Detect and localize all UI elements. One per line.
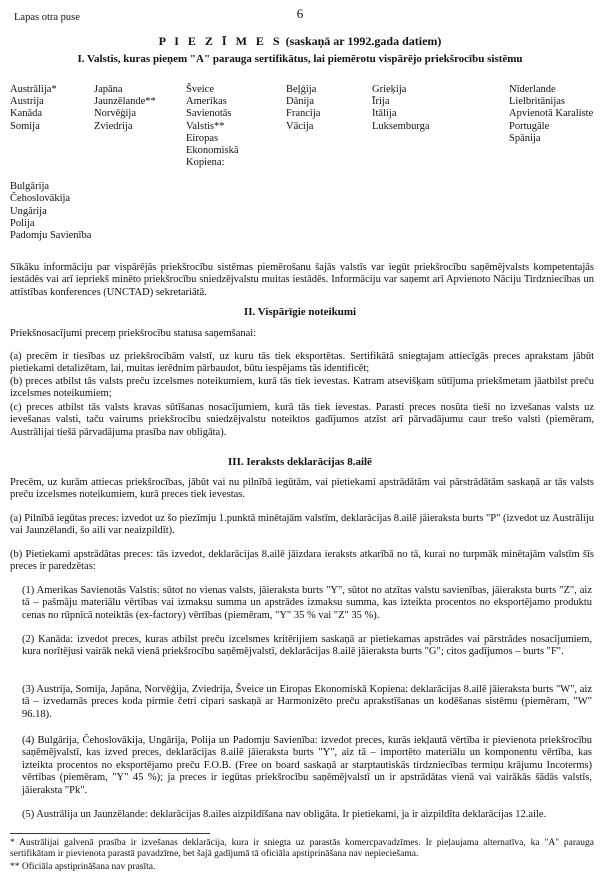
section2-item-b: (b) preces atbilst tās valsts preču izcelsmes noteikumiem, kurā tās tiek ievestas. Katram atsevišķam sūtījuma priekšmetam jāatbilst preču izcelsmes noteikumiem; — [10, 376, 594, 400]
title-main: P I E Z Ī M E S — [158, 34, 283, 48]
country-column-5 — [372, 84, 430, 133]
country: Francija — [286, 108, 321, 120]
country-column-6 — [509, 84, 593, 145]
country: Nīderlande — [509, 84, 556, 95]
footnote-divider — [10, 833, 210, 834]
country: Īrija — [372, 96, 390, 108]
country: Grieķija — [372, 84, 407, 95]
page-number: 6 — [296, 6, 304, 21]
country: Ekonomiskā — [186, 145, 239, 157]
country: Bulgārija — [10, 181, 50, 192]
country: Portugāle — [509, 120, 550, 132]
country: Japāna — [94, 84, 123, 95]
country: Somija — [10, 120, 40, 132]
section2-heading: II. Vispārīgie noteikumi — [243, 306, 357, 318]
overside-label: Lapas otra puse — [14, 12, 80, 23]
country: Eiropas — [186, 132, 219, 144]
rule-usa: (1) Amerikas Savienotās Valstis: sūtot no vienas valsts, jāieraksta burts "Y", sūtot no atzītas valstu savienības, jāieraksta burts "Z", aiz tā – pašmāju materiālu vērtības vai izmaksu summa un apstrādes izmaksu summa, kas izteikta procentos no eksportējamo produktu cenas no rūpnīcā noteiktās (ex-factory) vērtības (piemēram, "Y" 35 % vai "Z" 35 %). — [22, 585, 592, 621]
country: Jaunzēlande** — [94, 96, 156, 108]
footnote-2: ** Oficiāla apstiprināšana nav prasīta. — [10, 862, 156, 872]
country: Beļģija — [286, 84, 317, 95]
country: Valstis** — [186, 120, 225, 132]
section2-intro: Priekšnosacījumi preceṃ priekšrocību statusa saņemšanai: — [10, 328, 257, 339]
country: Amerikas — [186, 96, 227, 108]
country-column-2 — [94, 84, 156, 133]
country: Spānija — [509, 132, 541, 144]
country: Savienotās — [186, 108, 232, 120]
country-column-1 — [10, 84, 57, 133]
country: Čehoslovākija — [10, 193, 71, 205]
section3-item-b: (b) Pietiekami apstrādātas preces: tās izvedot, deklarācijas 8.ailē jāizdara ieraksts atkarībā no tā, kurai no turpmāk minētajām valstīm šīs preces ir paredzētas: — [10, 549, 594, 573]
country-column-3 — [186, 84, 239, 169]
rule-europe: (3) Austrija, Somija, Japāna, Norvēģija, Zviedrija, Šveice un Eiropas Ekonomiskā Kopiena: deklarācijas 8.ailē jāieraksta burts "W", aiz tā – izvedamās preces koda pirmie četri cipari saskaņā ar Harmonizēto preču aprakstīšanas un kodēšanas sistēmu (piemēram, "W" 96.18). — [22, 684, 592, 720]
section3-intro: Precēm, uz kurām attiecas priekšrocības, jābūt vai nu pilnībā iegūtām, vai pietiekami apstrādātām vai pārstrādātām saskaņā ar tās valsts preču izcelsmes noteikumiem, kurā preces tiek ievestas. — [10, 477, 594, 501]
country: Vācija — [286, 120, 314, 132]
country: Kopiena: — [186, 157, 225, 169]
country: Dānija — [286, 96, 314, 108]
country: Ungārija — [10, 205, 47, 217]
section3-heading: III. Ieraksts deklarācijas 8.ailē — [228, 456, 372, 468]
section3-item-a: (a) Pilnībā iegūtas preces: izvedot uz šo piezīmju 1.punktā minētajām valstīm, deklarācijas 8.ailē jāieraksta burts "P" (izvedot uz Austrāliju vai Jaunzēlandi, šo aili var neaizpildīt). — [10, 513, 594, 537]
country: Polija — [10, 217, 35, 229]
info-paragraph: Sīkāku informāciju par vispārējās priekšrocību sistēmas piemērošanu šajās valstīs var iegūt priekšrocību saņēmējvalsts kompetentajās iestādēs vai arī iepriekš minēto priekšrocību sniedzējvalstu muitas iestādēs. Informāciju var saņemt arī Apvienoto Nāciju Tirdzniecības un attīstības konferences (UNCTAD) sekretariātā. — [10, 262, 594, 298]
rule-eastern-bloc: (4) Bulgārija, Čehoslovākija, Ungārija, Polija un Padomju Savienība: izvedot preces, kurās iekļautā vērtība ir pievienota priekšrocību saņēmējvalstī, kas izved preces, deklarācijas 8.ailē jāieraksta burts "Y", aiz tā – importēto materiālu un komponentu vērtība, kas izteikta procentos no eksportējamo preču F.O.B. (Free on board saskaņā ar starptautiskās tirdzniecības termiņu krājumu Incoterms) vērtības (piemēram, "Y" 45 %); ja preces ir iegūtas priekšrocību saņēmējvalstī un ir apstrādātas vienā vai vairākās šādās valstīs, jāieraksta "Pk". — [22, 735, 592, 796]
section2-item-a: (a) precēm ir tiesības uz priekšrocībām valstī, uz kuru tās tiek eksportētas. Sertifikātā sniegtajam attiecīgās preces aprakstam jābūt pietiekami detalizētam, lai, muitas ierēdnim pārbaudot, būtu iespējams tās identificēt; — [10, 351, 594, 375]
footnote-1: * Austrālijai galvenā prasība ir izvešanas deklarācija, kura ir sniegta uz parastās komercpavadzīmes. Ir pieļaujama alternatīva, ka "A" parauga sertifikātam ir pievienota parastā pavadzīme, bet šajā gadījumā tā oficiāla apstiprināšana nav nepieciešama. — [10, 838, 594, 860]
country: Apvienotā Karaliste — [509, 108, 594, 120]
country: Lielbritānijas — [509, 96, 565, 108]
country: Austrālija* — [10, 84, 57, 95]
page-title — [0, 34, 600, 49]
rule-canada: (2) Kanāda: izvedot preces, kuras atbilst preču izcelsmes kritērijiem saskaņā ar pietiekamas apstrādes vai pārstrādes nosacījumiem, kura norītējusi vairāk nekā vienā priekšrocību saņēmējvalstī, deklarācijas 8.ailē jāieraksta burts "G"; citos gadījumos – burts "F". — [22, 634, 592, 658]
country: Zviedrija — [94, 120, 133, 132]
rule-australia-nz: (5) Austrālija un Jaunzēlande: deklarācijas 8.ailes aizpildīšana nav obligāta. Ir pietiekami, ja ir aizpildīta deklarācijas 12.aile. — [22, 809, 547, 820]
country: Kanāda — [10, 108, 43, 120]
country: Norvēģija — [94, 108, 136, 120]
country: Luksemburga — [372, 120, 430, 132]
country: Itālija — [372, 108, 397, 120]
country: Austrija — [10, 96, 44, 108]
section2-item-c: (c) preces atbilst tās valsts kravas sūtīšanas nosacījumiem, kurā tās tiek ievestas. Parasti preces nosūta tieši no izvešanas valsts uz ievešanas valsti, taču vairums priekšrocību sniedzējvalstu noteiktos gadījumos atzīst arī pārvadājumu caur trešo valsti (piemēram, Austrālijai tiešā pārvadājuma prasība nav obligāta). — [10, 402, 594, 438]
country: Padomju Savienība — [10, 230, 92, 242]
country: Šveice — [186, 84, 214, 95]
east-countries-list — [10, 181, 91, 242]
country-column-4 — [286, 84, 320, 133]
section1-heading: I. Valstis, kuras pieņem "A" parauga sertifikātus, lai piemērotu vispārējo priekšrocību sistēmu — [77, 53, 523, 65]
title-sub: (saskaņā ar 1992.gada datiem) — [285, 34, 442, 48]
